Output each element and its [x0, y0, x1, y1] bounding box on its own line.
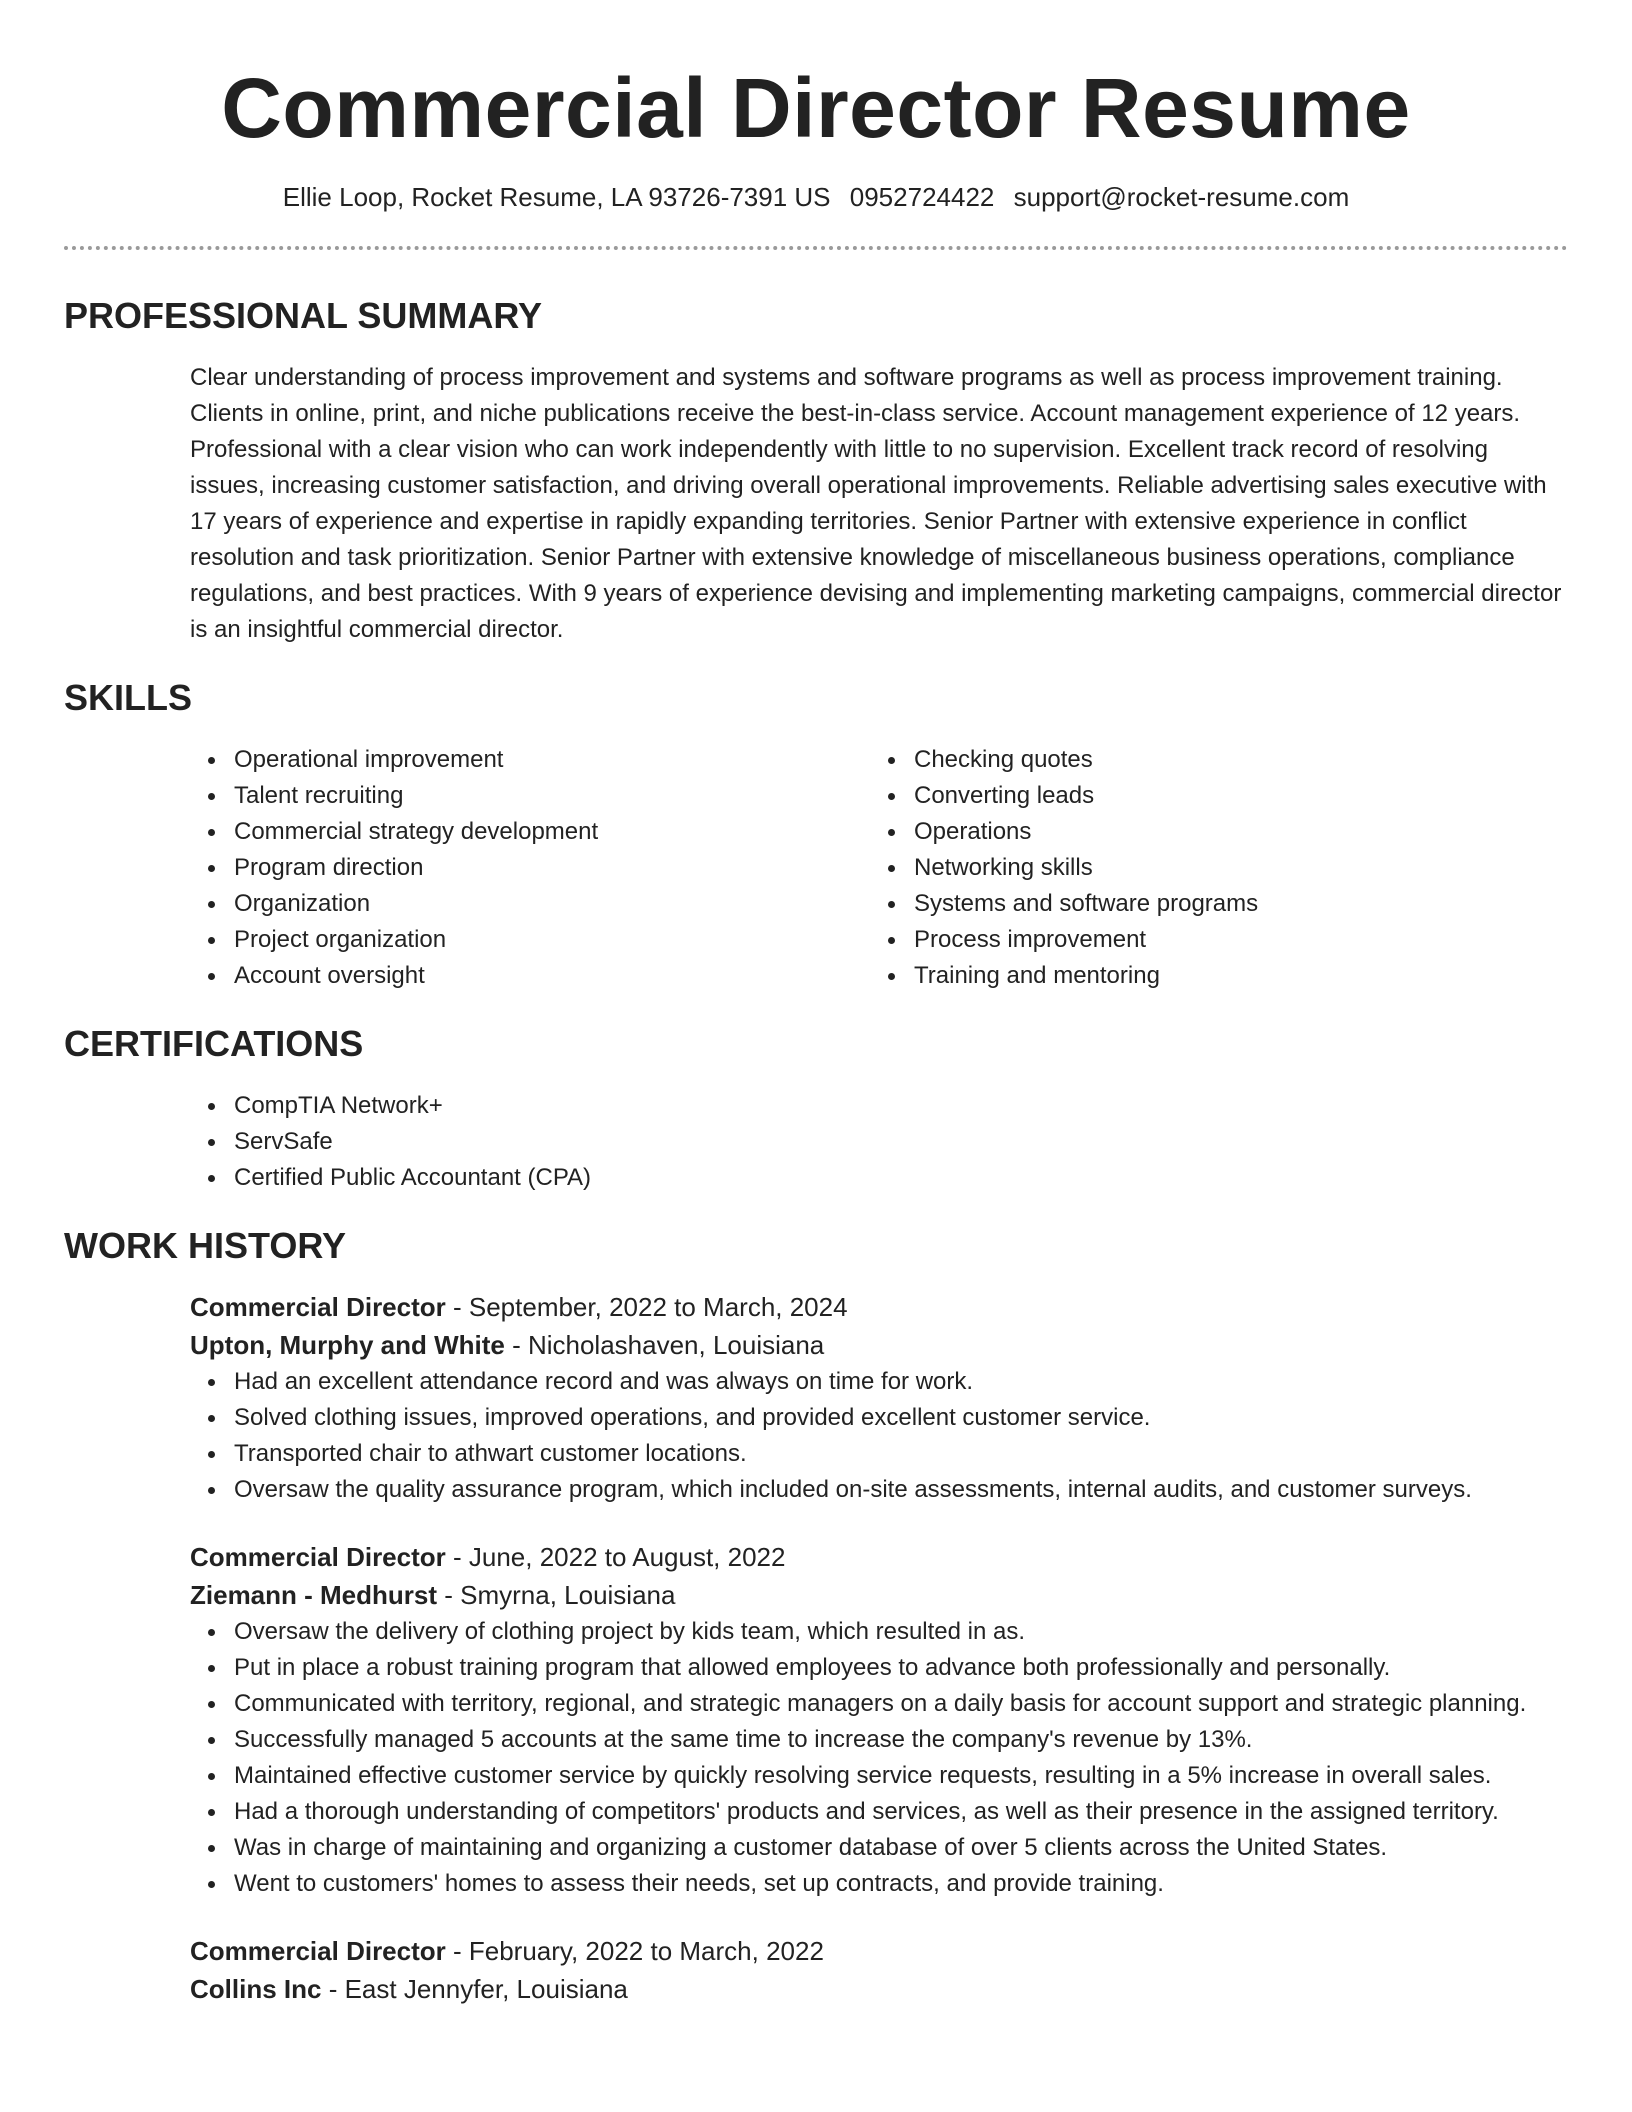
- job-title: Commercial Director: [190, 1542, 446, 1572]
- contact-email: support@rocket-resume.com: [1013, 182, 1350, 212]
- job-location: - Smyrna, Louisiana: [437, 1580, 676, 1610]
- job-bullet: Maintained effective customer service by quickly resolving service requests, resulting in a 5% increase in overall sales.: [234, 1758, 1568, 1794]
- job-company-line: [190, 1326, 1568, 1364]
- contact-phone: 0952724422: [849, 182, 995, 212]
- job-bullet: Put in place a robust training program that allowed employees to advance both professionally and personally.: [234, 1650, 1568, 1686]
- skills-list-left: [190, 742, 870, 994]
- certification-item: ServSafe: [234, 1124, 1568, 1160]
- job-entry: [190, 1538, 1568, 1902]
- job-bullet: Communicated with territory, regional, and strategic managers on a daily basis for account support and strategic planning.: [234, 1686, 1568, 1722]
- job-company: Ziemann - Medhurst: [190, 1580, 438, 1610]
- skill-item: Networking skills: [914, 850, 1550, 886]
- job-title-line: [190, 1932, 1568, 1970]
- job-bullet: Oversaw the quality assurance program, which included on-site assessments, internal audits, and customer surveys.: [234, 1472, 1568, 1508]
- skill-item: Process improvement: [914, 922, 1550, 958]
- skill-item: Talent recruiting: [234, 778, 870, 814]
- skill-item: Account oversight: [234, 958, 870, 994]
- job-dates: - February, 2022 to March, 2022: [445, 1936, 824, 1966]
- skill-item: Operational improvement: [234, 742, 870, 778]
- resume-page: [64, 0, 1568, 2008]
- contact-line: [64, 180, 1568, 214]
- skills-list-right: [870, 742, 1550, 994]
- skill-item: Converting leads: [914, 778, 1550, 814]
- skill-item: Commercial strategy development: [234, 814, 870, 850]
- skills-columns: [190, 742, 1568, 994]
- job-location: - East Jennyfer, Louisiana: [321, 1974, 628, 2004]
- summary-heading: PROFESSIONAL SUMMARY: [64, 295, 543, 336]
- job-dates: - September, 2022 to March, 2024: [445, 1292, 848, 1322]
- job-entry: [190, 1932, 1568, 2008]
- contact-address: Ellie Loop, Rocket Resume, LA 93726-7391 US: [282, 182, 831, 212]
- job-bullet: Solved clothing issues, improved operations, and provided excellent customer service.: [234, 1400, 1568, 1436]
- job-company: Upton, Murphy and White: [190, 1330, 505, 1360]
- job-company-line: [190, 1576, 1568, 1614]
- work-history-heading: WORK HISTORY: [64, 1225, 347, 1266]
- job-title: Commercial Director: [190, 1936, 446, 1966]
- job-bullet: Oversaw the delivery of clothing project by kids team, which resulted in as.: [234, 1614, 1568, 1650]
- job-bullets: [190, 1364, 1568, 1508]
- skill-item: Training and mentoring: [914, 958, 1550, 994]
- certification-item: CompTIA Network+: [234, 1088, 1568, 1124]
- skill-item: Operations: [914, 814, 1550, 850]
- certifications-block: [190, 1088, 1568, 1196]
- skills-column-right: [870, 742, 1550, 994]
- job-title-line: [190, 1288, 1568, 1326]
- job-company-line: [190, 1970, 1568, 2008]
- job-title: Commercial Director: [190, 1292, 446, 1322]
- job-location: - Nicholashaven, Louisiana: [504, 1330, 825, 1360]
- job-bullet: Was in charge of maintaining and organizing a customer database of over 5 clients across the United States.: [234, 1830, 1568, 1866]
- job-bullet: Had an excellent attendance record and was always on time for work.: [234, 1364, 1568, 1400]
- job-bullet: Successfully managed 5 accounts at the same time to increase the company's revenue by 13%.: [234, 1722, 1568, 1758]
- skill-item: Systems and software programs: [914, 886, 1550, 922]
- skills-heading: SKILLS: [64, 677, 193, 718]
- job-company: Collins Inc: [190, 1974, 322, 2004]
- skill-item: Checking quotes: [914, 742, 1550, 778]
- job-bullet: Had a thorough understanding of competitors' products and services, as well as their presence in the assigned territory.: [234, 1794, 1568, 1830]
- skill-item: Project organization: [234, 922, 870, 958]
- job-bullet: Went to customers' homes to assess their needs, set up contracts, and provide training.: [234, 1866, 1568, 1902]
- summary-text: Clear understanding of process improvement and systems and software programs as well as process improvement training. Clients in online, print, and niche publications receive the best-in-class service. Account management experience of 12 years. Professional with a clear vision who can work independently with little to no supervision. Excellent track record of resolving issues, increasing customer satisfaction, and driving overall operational improvements. Reliable advertising sales executive with 17 years of experience and expertise in rapidly expanding territories. Senior Partner with extensive experience in conflict resolution and task prioritization. Senior Partner with extensive knowledge of miscellaneous business operations, compliance regulations, and best practices. With 9 years of experience devising and implementing marketing campaigns, commercial director is an insightful commercial director.: [190, 364, 1562, 643]
- certifications-heading: CERTIFICATIONS: [64, 1023, 364, 1064]
- skill-item: Program direction: [234, 850, 870, 886]
- job-dates: - June, 2022 to August, 2022: [445, 1542, 786, 1572]
- skill-item: Organization: [234, 886, 870, 922]
- certifications-list: [190, 1088, 1568, 1196]
- job-bullet: Transported chair to athwart customer locations.: [234, 1436, 1568, 1472]
- job-bullets: [190, 1614, 1568, 1902]
- job-entry: [190, 1288, 1568, 1508]
- resume-title: Commercial Director Resume: [221, 61, 1411, 155]
- job-title-line: [190, 1538, 1568, 1576]
- header-divider: [64, 246, 1568, 250]
- skills-column-left: [190, 742, 870, 994]
- certification-item: Certified Public Accountant (CPA): [234, 1160, 1568, 1196]
